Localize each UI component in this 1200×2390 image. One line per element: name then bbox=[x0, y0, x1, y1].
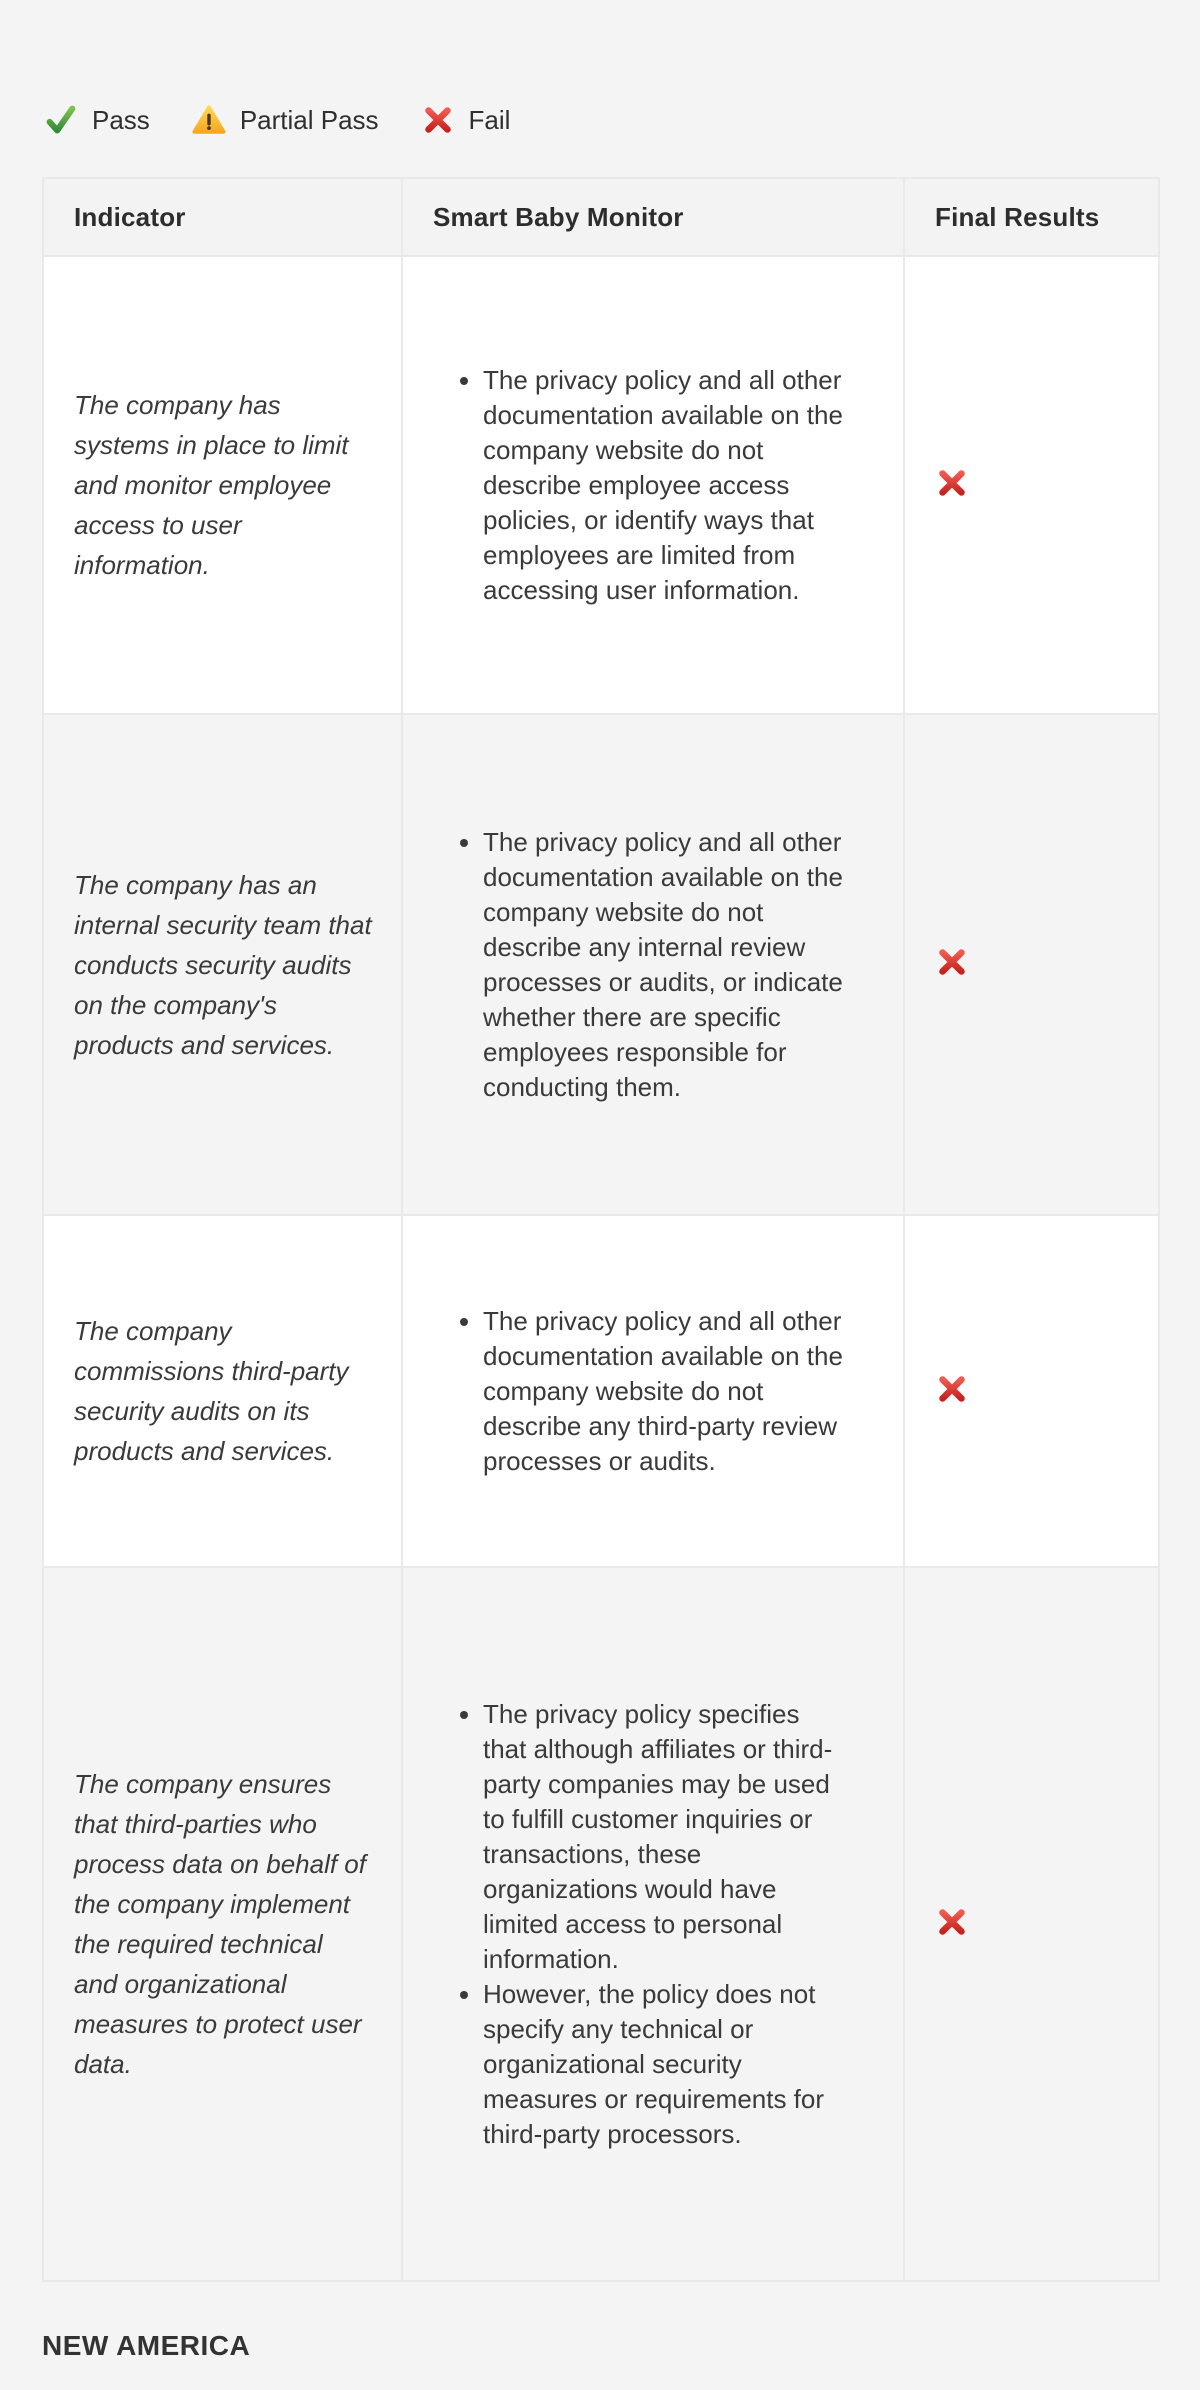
table-row bbox=[43, 1215, 1159, 1567]
result-cell bbox=[904, 256, 1159, 714]
findings-list bbox=[403, 1304, 903, 1479]
cross-icon bbox=[421, 103, 455, 137]
findings-list bbox=[403, 363, 903, 608]
fail-icon bbox=[935, 1372, 969, 1406]
findings-list bbox=[403, 1697, 903, 2152]
brand-logo-text: NEW AMERICA bbox=[42, 2330, 251, 2361]
check-icon bbox=[44, 103, 78, 137]
column-header-indicator: Indicator bbox=[43, 178, 402, 256]
indicator-cell bbox=[43, 1215, 402, 1567]
findings-cell bbox=[402, 1567, 904, 2281]
warning-icon bbox=[192, 103, 226, 137]
indicator-text: The company ensures that third-parties who process data on behalf of the company implement the required technical and organizational measures to protect user data. bbox=[74, 1769, 366, 2079]
legend bbox=[0, 0, 1200, 137]
indicator-cell bbox=[43, 256, 402, 714]
result-cell bbox=[904, 1567, 1159, 2281]
table-row bbox=[43, 256, 1159, 714]
brand-footer bbox=[42, 2330, 1200, 2362]
column-header-final-results: Final Results bbox=[904, 178, 1159, 256]
results-table bbox=[42, 177, 1160, 2282]
indicator-text: The company has an internal security team that conducts security audits on the company's products and services. bbox=[74, 869, 372, 1060]
finding-item: • The privacy policy specifies that although affiliates or third-party companies may be used to fulfill customer inquiries or transactions, these organizations would have limited access to personal information. bbox=[483, 1697, 848, 1977]
legend-label-fail: Fail bbox=[468, 104, 511, 135]
finding-item: • The privacy policy and all other documentation available on the company website do not describe any internal review processes or audits, or indicate whether there are specific employees responsible for conducting them. bbox=[483, 825, 848, 1105]
indicator-cell bbox=[43, 714, 402, 1215]
indicator-text: The company commissions third-party security audits on its products and services. bbox=[74, 1316, 349, 1466]
finding-item: • The privacy policy and all other documentation available on the company website do not describe employee access policies, or identify ways that employees are limited from accessing user information. bbox=[483, 363, 848, 608]
legend-label-partial-pass: Partial Pass bbox=[239, 104, 379, 135]
finding-item: • However, the policy does not specify any technical or organizational security measures or requirements for third-party processors. bbox=[483, 1977, 848, 2152]
findings-list bbox=[403, 825, 903, 1105]
column-header-product: Smart Baby Monitor bbox=[402, 178, 904, 256]
table-row bbox=[43, 714, 1159, 1215]
fail-icon bbox=[935, 945, 969, 979]
header-row bbox=[43, 178, 1159, 256]
table-row bbox=[43, 1567, 1159, 2281]
indicator-cell bbox=[43, 1567, 402, 2281]
fail-icon bbox=[935, 466, 969, 500]
fail-icon bbox=[935, 1905, 969, 1939]
legend-item-partial-pass bbox=[192, 103, 379, 137]
findings-cell bbox=[402, 1215, 904, 1567]
legend-item-pass bbox=[44, 103, 150, 137]
table-body bbox=[43, 256, 1159, 2281]
result-cell bbox=[904, 714, 1159, 1215]
legend-item-fail bbox=[421, 103, 511, 137]
finding-item: • The privacy policy and all other documentation available on the company website do not describe any third-party review processes or audits. bbox=[483, 1304, 848, 1479]
legend-label-pass: Pass bbox=[92, 104, 150, 135]
findings-cell bbox=[402, 256, 904, 714]
findings-cell bbox=[402, 714, 904, 1215]
result-cell bbox=[904, 1215, 1159, 1567]
indicator-text: The company has systems in place to limit and monitor employee access to user information. bbox=[74, 390, 349, 580]
